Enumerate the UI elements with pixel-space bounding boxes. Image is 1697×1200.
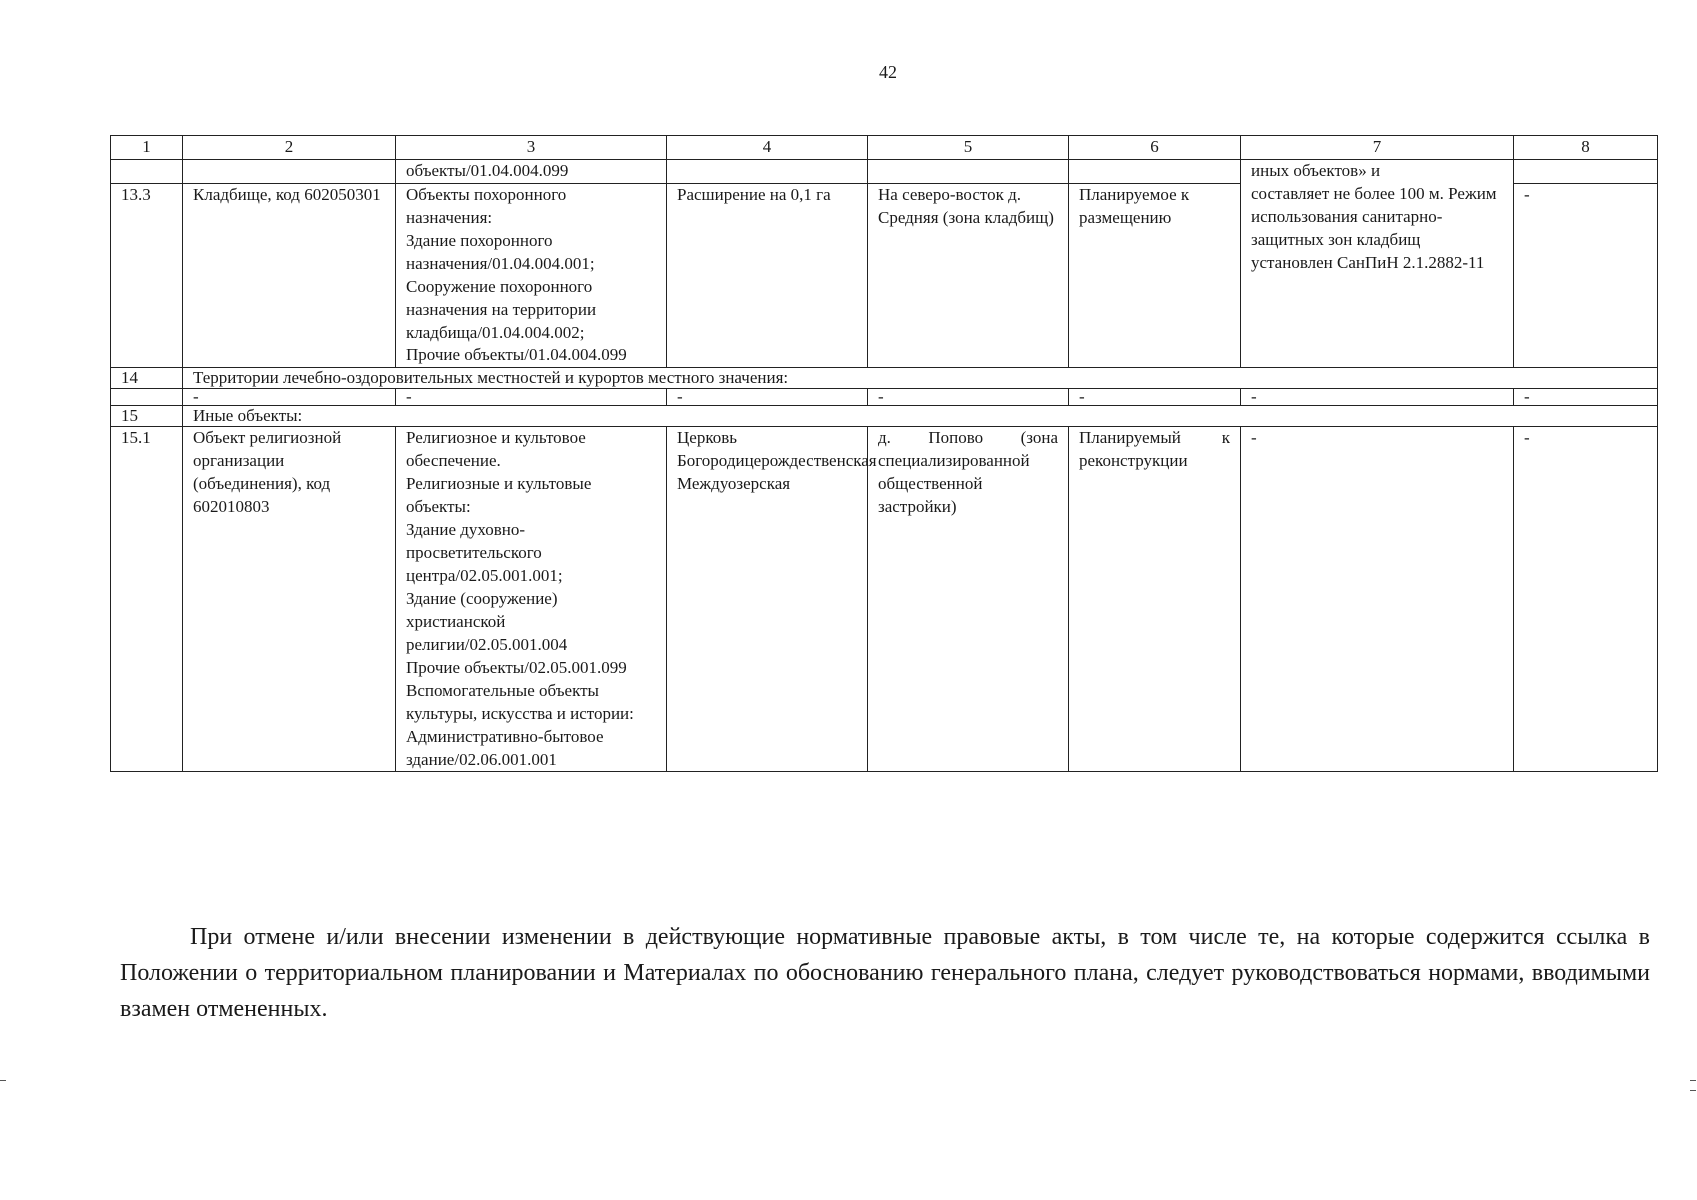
header-cell: 3: [396, 136, 667, 160]
cell-number: 14: [111, 368, 183, 389]
header-cell: 1: [111, 136, 183, 160]
cell-location: На северо-восток д. Средняя (зона кладбищ): [868, 183, 1069, 368]
cell-purpose: Религиозное и культовое обеспечение. Религиозные и культовые объекты: Здание духовно-просветительского центра/02.05.001.001; Здание (сооружение) христианской религии/02.05.001.004 Прочие объекты/02.05.001.099 Вспомогательные объекты культуры, искусства и истории: Административно-бытовое здание/02.06.001.001: [396, 427, 667, 772]
scan-mark: [1690, 1090, 1696, 1091]
cell-status: Планируемое к размещению: [1069, 183, 1241, 368]
cell-col8: -: [1514, 427, 1658, 772]
cell-note: [1241, 159, 1514, 367]
cell-purpose: объекты/01.04.004.099: [396, 159, 667, 183]
table-header-row: [111, 136, 1658, 160]
section-title: Иные объекты:: [183, 406, 1658, 427]
note-continuation: иных объектов» и: [1251, 160, 1381, 180]
section-title: Территории лечебно-оздоровительных местностей и курортов местного значения:: [183, 368, 1658, 389]
cell-action: Церковь Богородицерождественская Междуозерская: [667, 427, 868, 772]
header-cell: 7: [1241, 136, 1514, 160]
objects-table: [110, 135, 1658, 772]
cell-purpose: Объекты похоронного назначения: Здание похоронного назначения/01.04.004.001; Сооружение похоронного назначения на территории кладбища/01.04.004.002; Прочие объекты/01.04.004.099: [396, 183, 667, 368]
header-cell: 6: [1069, 136, 1241, 160]
cell-number: 15: [111, 406, 183, 427]
dash-cell: [111, 389, 183, 406]
empty-row: [111, 389, 1658, 406]
cell-name: Объект религиозной организации (объединения), код 602010803: [183, 427, 396, 772]
dash-cell: -: [1514, 389, 1658, 406]
header-cell: 8: [1514, 136, 1658, 160]
dash-cell: -: [667, 389, 868, 406]
cell-status: Планируемый к реконструкции: [1069, 427, 1241, 772]
scan-mark: [1690, 1080, 1696, 1081]
cell-location: д. Попово (зона специализированной общественной застройки): [868, 427, 1069, 772]
dash-cell: -: [868, 389, 1069, 406]
dash-cell: -: [1241, 389, 1514, 406]
section-row: [111, 406, 1658, 427]
page-number: 42: [879, 62, 897, 82]
cell-name: Кладбище, код 602050301: [183, 183, 396, 368]
header-cell: 2: [183, 136, 396, 160]
header-cell: 5: [868, 136, 1069, 160]
continuation-row: [111, 159, 1658, 183]
scan-mark: [0, 1080, 6, 1081]
cell-action: Расширение на 0,1 га: [667, 183, 868, 368]
cell-note: -: [1241, 427, 1514, 772]
section-row: [111, 368, 1658, 389]
dash-cell: -: [1069, 389, 1241, 406]
dash-cell: -: [396, 389, 667, 406]
footer-paragraph-text: При отмене и/или внесении изменении в действующие нормативные правовые акты, в том числе те, на которые содержится ссылка в Положении о территориальном планировании и Материалах по обоснованию генерального плана, следует руководствоваться нормами, вводимыми взамен отмененных.: [120, 924, 1650, 1022]
footer-paragraph: [120, 919, 1650, 1027]
cell-number: 13.3: [111, 183, 183, 368]
dash-cell: -: [183, 389, 396, 406]
note-text: составляет не более 100 м. Режим использования санитарно-защитных зон кладбищ установлен СанПиН 2.1.2882-11: [1251, 183, 1497, 272]
header-cell: 4: [667, 136, 868, 160]
table-row: [111, 427, 1658, 772]
cell-number: 15.1: [111, 427, 183, 772]
cell-col8: -: [1514, 183, 1658, 368]
